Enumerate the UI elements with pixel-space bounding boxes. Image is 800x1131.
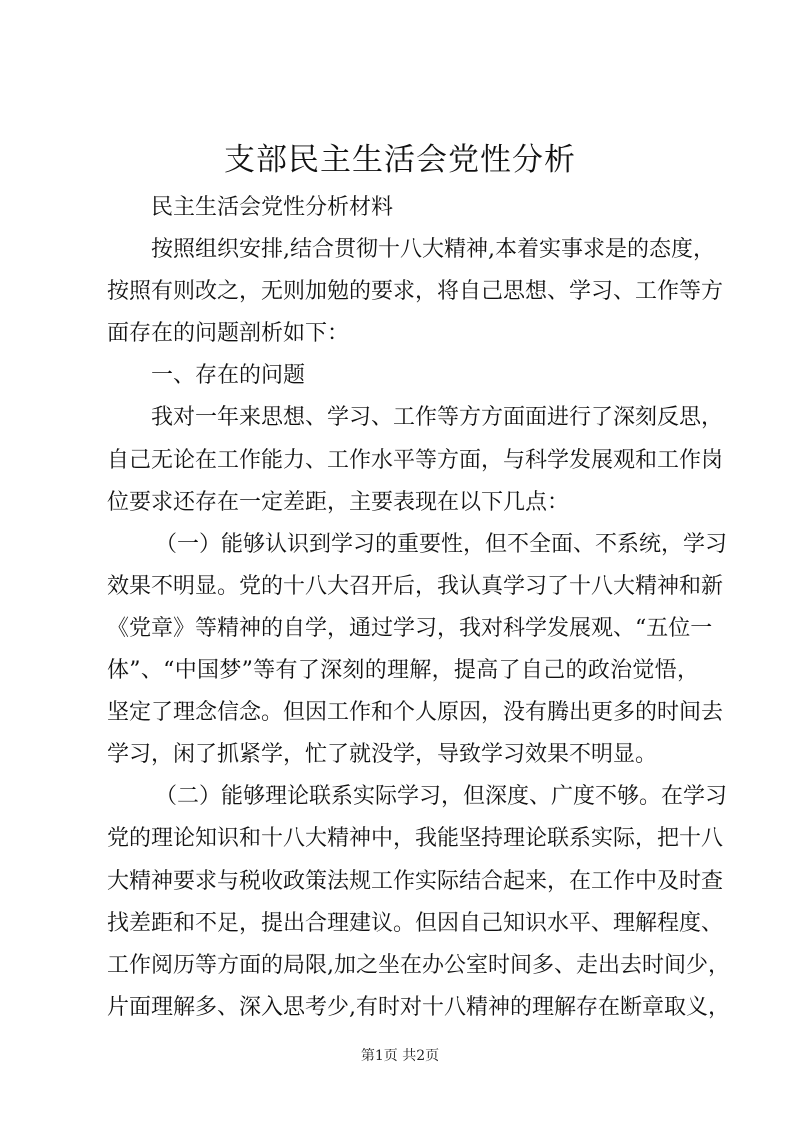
paragraph-line: （一）能够认识到学习的重要性，但不全面、不系统，学习 xyxy=(155,531,728,557)
subtitle-line: 民主生活会党性分析材料 xyxy=(151,195,394,220)
page-number-footer: 第1页 共2页 xyxy=(360,1048,440,1064)
paragraph-line: 体”、“中国梦”等有了深刻的理解，提高了自己的政治觉悟， xyxy=(107,658,699,684)
paragraph-line: 党的理论知识和十八大精神中，我能坚持理论联系实际，把十八 xyxy=(107,826,724,852)
section-heading: 一、存在的问题 xyxy=(151,363,306,389)
document-body xyxy=(107,187,730,1029)
paragraph-line: 效果不明显。党的十八大召开后，我认真学习了十八大精神和新 xyxy=(107,573,724,599)
paragraph-line: 位要求还存在一定差距，主要表现在以下几点： xyxy=(107,489,570,515)
paragraph-line: 学习，闲了抓紧学，忙了就没学，导致学习效果不明显。 xyxy=(107,742,658,768)
paragraph-line: 大精神要求与税收政策法规工作实际结合起来，在工作中及时查 xyxy=(107,868,724,894)
paragraph-line: 自己无论在工作能力、工作水平等方面，与科学发展观和工作岗 xyxy=(107,447,724,473)
paragraph-line: 《党章》等精神的自学，通过学习，我对科学发展观、“五位一 xyxy=(107,615,713,641)
paragraph-line: 工作阅历等方面的局限,加之坐在办公室时间多、走出去时间少， xyxy=(107,952,730,978)
paragraph-line: 片面理解多、深入思考少,有时对十八精神的理解存在断章取义， xyxy=(107,994,730,1020)
paragraph-line: 按照组织安排,结合贯彻十八大精神,本着实事求是的态度， xyxy=(151,237,715,263)
paragraph-line: 坚定了理念信念。但因工作和个人原因，没有腾出更多的时间去 xyxy=(107,700,724,726)
paragraph-line: 我对一年来思想、学习、工作等方方面面进行了深刻反思， xyxy=(151,405,724,431)
paragraph-line: 按照有则改之，无则加勉的要求，将自己思想、学习、工作等方 xyxy=(107,279,724,305)
paragraph-line: 面存在的问题剖析如下： xyxy=(107,321,350,347)
document-title: 支部民主生活会党性分析 xyxy=(224,142,576,178)
paragraph-line: 找差距和不足，提出合理建议。但因自己知识水平、理解程度、 xyxy=(107,910,724,936)
paragraph-line: （二）能够理论联系实际学习，但深度、广度不够。在学习 xyxy=(155,784,728,810)
